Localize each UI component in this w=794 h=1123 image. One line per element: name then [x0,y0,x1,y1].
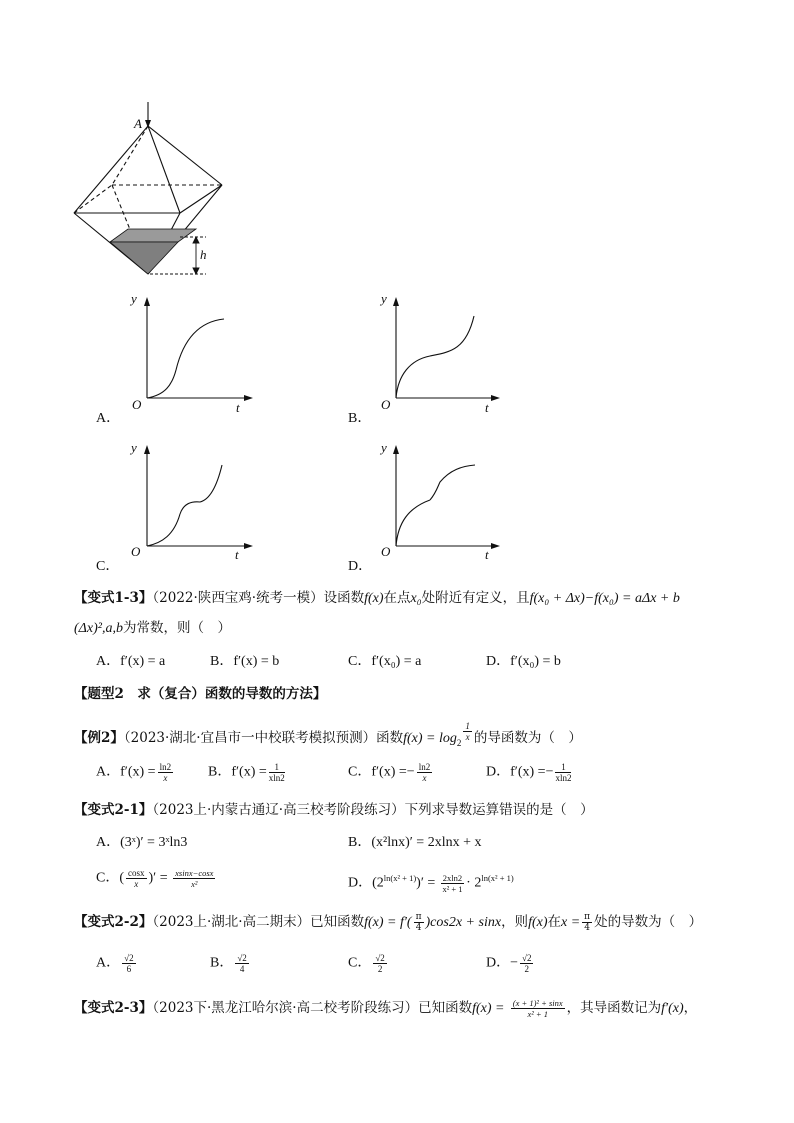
option-num: √2 [375,953,385,963]
variant-2-2-function-rest: )cos2x + sinx [425,915,502,930]
option-den: 6 [126,964,132,974]
option-sign: − [406,764,415,780]
example-2-option-d[interactable] [486,762,573,783]
variant-1-3-option-a[interactable]: A．f′(x) = a [96,654,166,669]
variant-2-2-source: （2023上·湖北·高二期末）已知函数 [152,914,365,930]
height-label: h [200,247,207,262]
variant-1-3-source: （2022·陕西宝鸡·统考一模）设函数 [152,590,365,606]
option-den: 2 [377,964,383,974]
example-2-option-a[interactable] [96,762,175,783]
option-tail: · 2 [466,875,482,891]
option-tail-exp: ln(x² + 1) [481,873,514,883]
graph-a-option[interactable]: A． [96,411,121,426]
vertex-label: A [134,116,142,131]
option-den: x [163,773,168,783]
variant-1-3-line1 [74,588,680,609]
option-label: A． [96,955,121,971]
graph-c-y: y [131,440,137,455]
option-num: ln2 [159,762,172,772]
option-label: D． [348,875,373,891]
variant-2-3-tag: 【变式2-3】 [74,1000,153,1016]
option-label: C．f′(x) = [348,764,407,780]
option-den: x² + 1 [442,883,463,894]
variant-1-3-text-end: 为常数，则（ ） [122,620,231,636]
option-num: √2 [522,953,532,963]
variant-1-3-option-b[interactable]: B．f′(x) = b [210,654,280,669]
variant-2-3-end: ，其导函数记为 [566,1000,662,1016]
option-den: x [422,773,427,783]
option-label: A．f′(x) = [96,764,156,780]
option-den: 4 [239,964,245,974]
option-label: B． [210,955,234,971]
example-2-function: f(x) = log [403,731,457,746]
variant-1-3-text-b: 在点 [383,590,411,606]
variant-2-2-option-a[interactable] [96,953,138,974]
variant-2-2-option-c[interactable] [348,953,389,974]
option-num: cosx [128,868,145,878]
example-2-stem [74,721,582,753]
section-title: 【题型2 求（复合）函数的导数的方法】 [74,686,327,702]
example-2-arg-num: 1 [465,721,470,731]
variant-2-2-four: 4 [415,923,422,933]
variant-2-2-mid: ，则 [501,914,529,930]
option-num: ln2 [418,762,431,772]
variant-2-2-fx: f(x) [528,915,548,930]
graph-a-origin: O [132,397,142,412]
example-2-arg-den: x [465,732,470,742]
option-den: x [134,879,139,889]
variant-1-3-option-c[interactable]: C．f′(x₀) = a [348,654,422,669]
example-2-source: （2023·湖北·宜昌市一中校联考模拟预测）函数 [123,730,404,746]
variant-1-3-increment: f(x₀ + Δx)−f(x₀) = aΔx + b [529,591,680,606]
variant-2-1-option-b[interactable]: B．(x²lnx)′ = 2xlnx + x [348,835,482,850]
variant-2-3-den: x² + 1 [527,1009,548,1019]
option-num: 2xln2 [442,872,463,883]
option-label: C． [96,870,120,886]
graph-b-y: y [381,291,387,306]
variant-2-1-source: （2023上·内蒙古通辽·高三校考阶段练习）下列求导数运算错误的是（ ） [152,802,594,818]
variant-2-2-function: f(x) = f′( [364,915,412,930]
variant-2-2-four2: 4 [584,923,590,933]
example-2-base: 2 [456,738,462,748]
graph-b-origin: O [381,397,391,412]
variant-1-3-x0: x₀ [410,591,422,606]
variant-2-2-option-d[interactable] [486,953,535,974]
variant-2-2-stem [74,912,702,933]
variant-2-3-source: （2023下·黑龙江哈尔滨·高二校考阶段练习）已知函数 [152,1000,473,1016]
graph-d-y: y [381,440,387,455]
variant-2-3-function: f(x) = [472,1001,505,1016]
graph-a-t: t [236,400,240,415]
option-label: C． [348,955,372,971]
option-label: B．f′(x) = [208,764,267,780]
variant-1-3-fx: f(x) [364,591,384,606]
variant-1-3-line2 [74,618,231,639]
example-2-tag: 【例2】 [74,730,124,746]
graph-a-y: y [131,291,137,306]
variant-2-2-pi: π [415,912,422,922]
variant-2-2-x-eq: x = [561,915,581,930]
option-label: D． [486,955,511,971]
example-2-option-c[interactable] [348,762,434,783]
graph-c-t: t [235,547,239,562]
example-2-option-b[interactable] [208,762,287,783]
graph-d-option[interactable]: D． [348,559,373,574]
variant-2-1-option-c[interactable]: C．( $\frac{\cos x}{x}$ )′ = $\frac{xsinx-\cos x}{\text{x²}}$ [96,868,214,889]
graph-b-option[interactable]: B． [348,411,372,426]
variant-2-3-stem [74,998,697,1019]
option-num: xsinx−cosx [175,868,214,878]
option-label: D．f′(x) = [486,764,546,780]
variant-2-3-num: (x + 1)² + sinx [512,998,563,1008]
variant-2-2-pi2: π [584,912,591,922]
variant-2-1-option-d[interactable] [348,868,514,894]
variant-2-2-tag: 【变式2-2】 [74,914,153,930]
graph-c-origin: O [131,544,141,559]
graph-d-origin: O [381,544,391,559]
option-num: √2 [237,953,247,963]
graph-d-t: t [485,547,489,562]
variant-2-2-option-b[interactable] [210,953,251,974]
option-base: (2 [372,875,384,891]
variant-2-2-mid2: 在 [547,914,561,930]
variant-2-3-comma: ， [683,1000,698,1016]
option-close: )′ = [416,875,436,891]
variant-2-1-stem [74,800,594,820]
option-den: xln2 [555,773,572,783]
option-sign: − [545,764,554,780]
example-2-argument [463,721,472,742]
variant-1-3-dx2: (Δx)²,a,b [74,621,123,636]
variant-1-3-tag: 【变式1-3】 [74,590,153,606]
option-den: 2 [524,964,529,974]
variant-2-2-end: 处的导数为（ ） [594,914,703,930]
variant-1-3-option-d[interactable]: D．f′(x₀) = b [486,654,561,669]
variant-2-1-option-a[interactable]: A．(3ˣ)′ = 3ˣln3 [96,835,188,850]
variant-2-3-derivative: f′(x) [661,1001,684,1016]
option-den: xln2 [268,773,285,783]
option-den: x² [191,879,198,889]
option-sign: − [510,955,519,971]
variant-2-1-tag: 【变式2-1】 [74,802,153,818]
example-2-rest: 的导函数为（ ） [473,730,582,746]
variant-1-3-text-c: 处附近有定义，且 [421,590,530,606]
option-num: 1 [555,762,571,773]
option-num: √2 [124,953,134,963]
graph-c-option[interactable]: C． [96,559,120,574]
option-exp: ln(x² + 1) [383,873,417,883]
graph-b-t: t [485,400,489,415]
option-num: 1 [269,762,285,773]
